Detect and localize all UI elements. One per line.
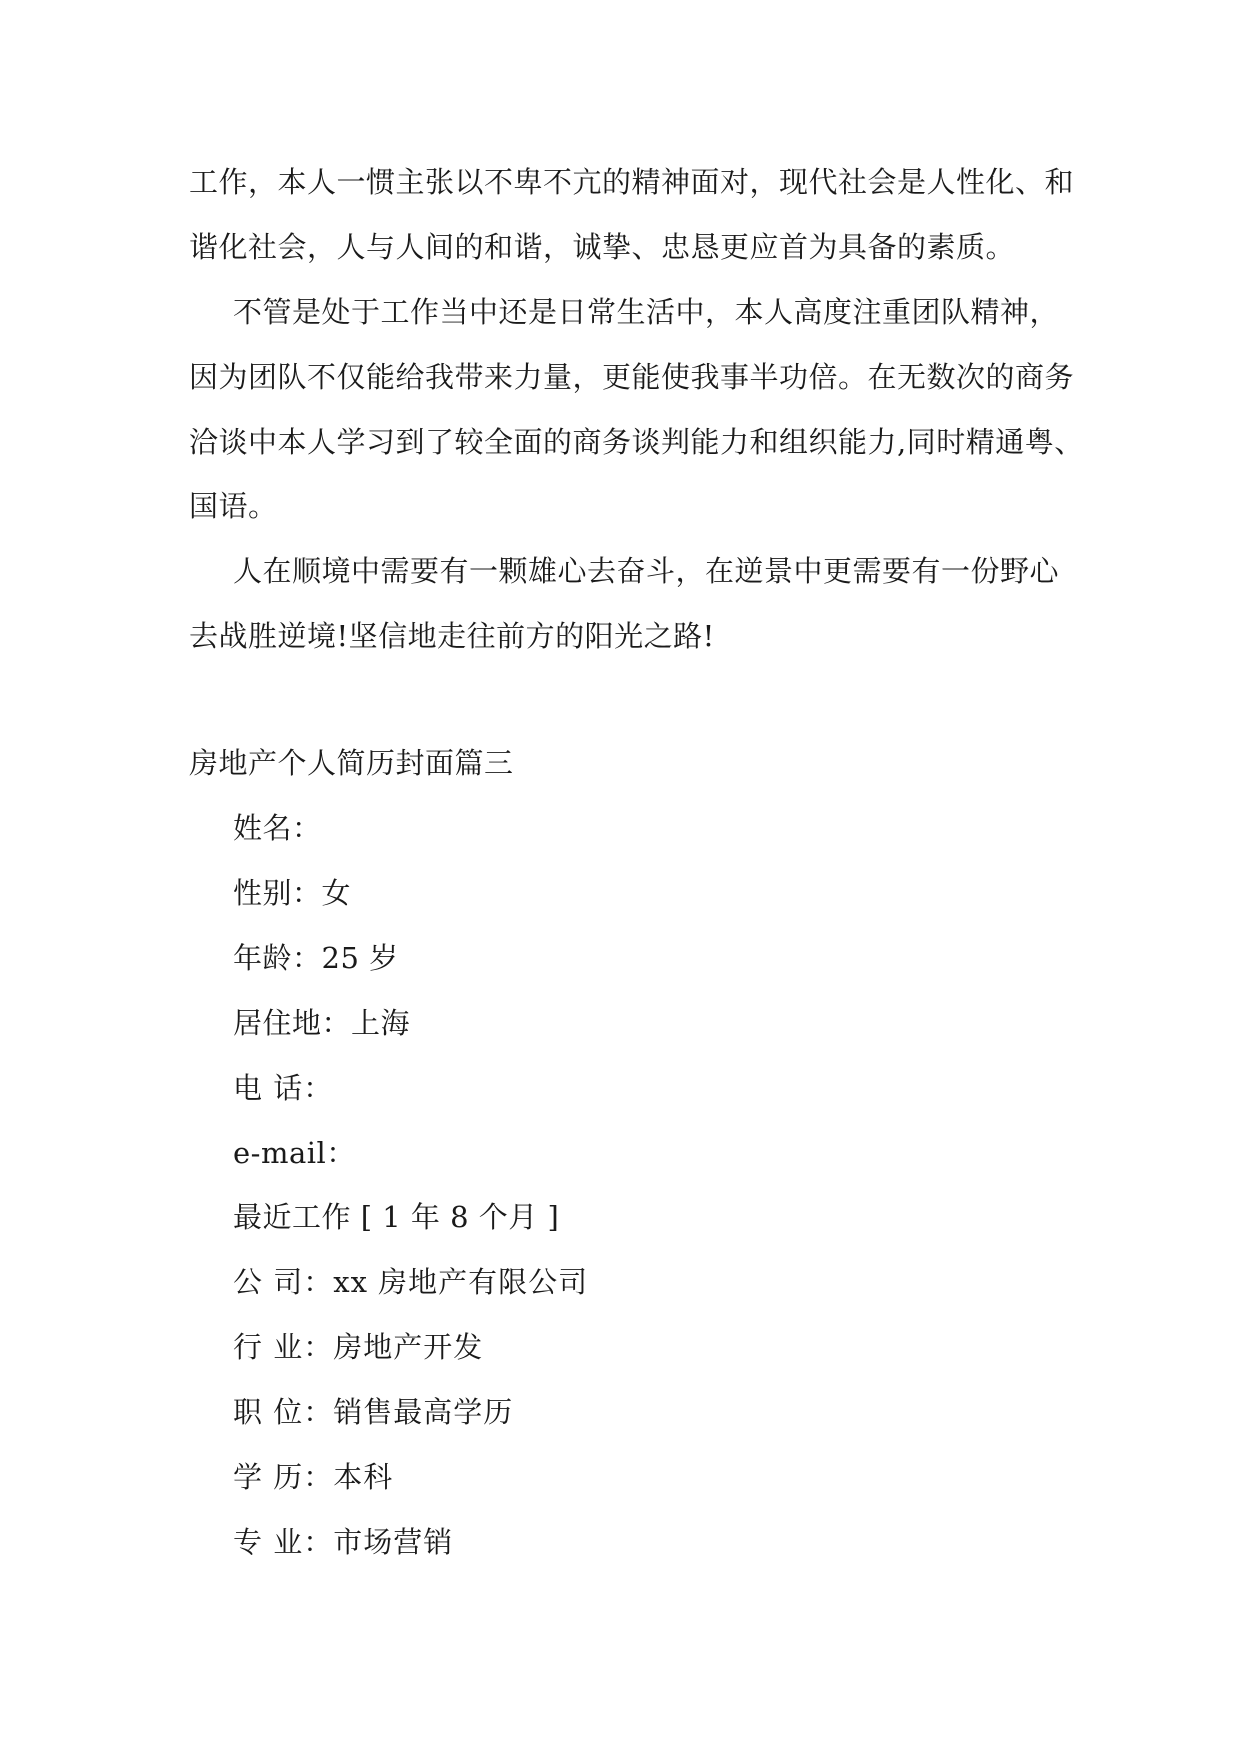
paragraph-3-line-1: 人在顺境中需要有一颗雄心去奋斗，在逆景中更需要有一份野心 [233,554,1060,588]
section-title: 房地产个人简历封面篇三 [189,746,514,780]
resume-item-phone: 电 话： [233,1071,334,1105]
resume-item-education: 学 历：本科 [233,1460,394,1494]
paragraph-2-line-1: 不管是处于工作当中还是日常生活中，本人高度注重团队精神， [233,295,1060,329]
paragraph-1-line-1: 工作，本人一惯主张以不卑不亢的精神面对，现代社会是人性化、和 [189,165,1075,199]
paragraph-2-line-3: 洽谈中本人学习到了较全面的商务谈判能力和组织能力,同时精通粤、 [189,425,1084,459]
resume-item-residence: 居住地：上海 [233,1006,411,1040]
resume-item-position: 职 位：销售最高学历 [233,1395,514,1429]
resume-item-company: 公 司：xx 房地产有限公司 [233,1265,589,1299]
resume-item-industry: 行 业：房地产开发 [233,1330,484,1364]
resume-item-name: 姓名： [233,811,322,845]
resume-item-recent-work: 最近工作 [ 1 年 8 个月 ] [233,1200,560,1234]
resume-item-age: 年龄：25 岁 [233,941,399,975]
resume-item-major: 专 业：市场营销 [233,1525,454,1559]
paragraph-3-line-2: 去战胜逆境!坚信地走往前方的阳光之路! [189,619,715,653]
paragraph-2-line-4: 国语。 [189,489,278,523]
resume-item-email: e-mail： [233,1136,356,1170]
resume-item-gender: 性别：女 [233,876,352,910]
paragraph-2-line-2: 因为团队不仅能给我带来力量，更能使我事半功倍。在无数次的商务 [189,360,1075,394]
paragraph-1-line-2: 谐化社会，人与人间的和谐，诚挚、忠恳更应首为具备的素质。 [189,230,1016,264]
